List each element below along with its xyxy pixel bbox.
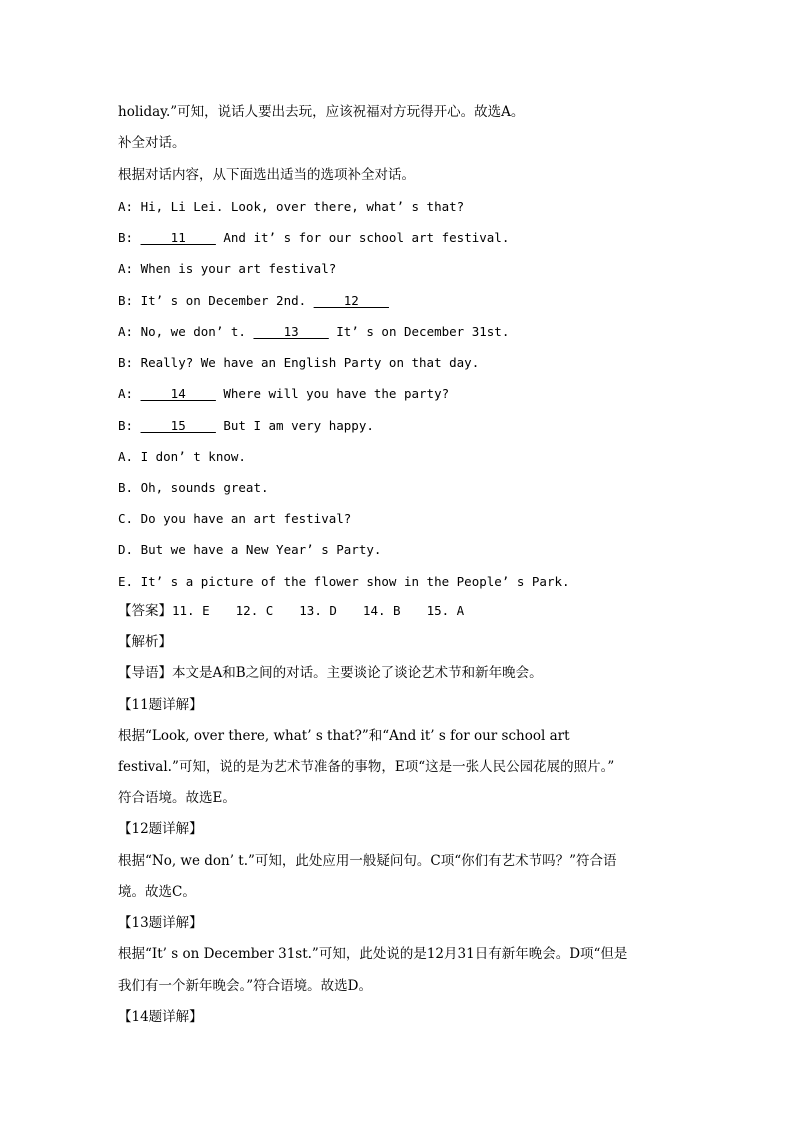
dialogue-line (118, 291, 698, 311)
q11-explanation: 符合语境。故选E。 (118, 790, 236, 806)
dialogue-line (118, 228, 698, 248)
dialogue-line: B: Really? We have an English Party on that day. (118, 355, 480, 370)
option-e: E. It’ s a picture of the flower show in the People’ s Park. (118, 574, 570, 589)
dialogue-line (118, 322, 698, 342)
dialogue-text: Where will you have the party? (215, 386, 450, 401)
text-line: holiday.”可知，说话人要出去玩，应该祝福对方玩得开心。故选A。 (118, 104, 525, 120)
answer-item: 12. C (235, 603, 274, 618)
dialogue-text: B: It’ s on December 2nd. (118, 293, 314, 308)
option-b: B. Oh, sounds great. (118, 480, 269, 495)
section-title: 补全对话。 (118, 135, 186, 151)
dialogue-line: A: Hi, Li Lei. Look, over there, what’ s that? (118, 199, 465, 214)
answer-label: 【答案】 (118, 603, 172, 619)
blank-11: ____11____ (140, 230, 216, 245)
blank-15: ____15____ (140, 418, 216, 433)
dialogue-line: A: When is your art festival? (118, 261, 337, 276)
analysis-heading: 【解析】 (118, 634, 172, 650)
instruction: 根据对话内容，从下面选出适当的选项补全对话。 (118, 167, 415, 183)
q14-heading: 【14题详解】 (118, 1009, 203, 1025)
answer-line (118, 601, 698, 621)
dialogue-line (118, 384, 698, 404)
blank-14: ____14____ (140, 386, 216, 401)
q12-heading: 【12题详解】 (118, 821, 203, 837)
blank-12: ____12____ (313, 293, 389, 308)
dialogue-line (118, 416, 698, 436)
q13-heading: 【13题详解】 (118, 915, 203, 931)
option-c: C. Do you have an art festival? (118, 511, 352, 526)
q12-explanation: 根据“No, we don’ t.”可知，此处应用一般疑问句。C项“你们有艺术节吗？”符合语 (118, 853, 617, 869)
answer-item: 15. A (426, 603, 465, 618)
dialogue-text: A: No, we don’ t. (118, 324, 254, 339)
blank-13: ____13____ (253, 324, 329, 339)
speaker-prefix: B: (118, 230, 141, 245)
dialogue-text: But I am very happy. (215, 418, 374, 433)
answer-item: 11. E (172, 603, 210, 618)
q11-explanation: festival.”可知，说的是为艺术节准备的事物，E项“这是一张人民公园花展的照片。” (118, 759, 615, 775)
answer-item: 13. D (299, 603, 337, 618)
dialogue-text: And it’ s for our school art festival. (215, 230, 510, 245)
q11-heading: 【11题详解】 (118, 697, 203, 713)
q11-explanation: 根据“Look, over there, what’ s that?”和“And it’ s for our school art (118, 728, 570, 744)
q13-explanation: 我们有一个新年晚会。”符合语境。故选D。 (118, 978, 372, 994)
answer-item: 14. B (362, 603, 401, 618)
option-d: D. But we have a New Year’ s Party. (118, 542, 382, 557)
dialogue-text: It’ s on December 31st. (328, 324, 510, 339)
q13-explanation: 根据“It’ s on December 31st.”可知，此处说的是12月31日有新年晚会。D项“但是 (118, 946, 628, 962)
guide-text: 【导语】本文是A和B之间的对话。主要谈论了谈论艺术节和新年晚会。 (118, 665, 543, 681)
q12-explanation: 境。故选C。 (118, 884, 196, 900)
speaker-prefix: B: (118, 418, 141, 433)
speaker-prefix: A: (118, 386, 141, 401)
option-a: A. I don’ t know. (118, 449, 246, 464)
